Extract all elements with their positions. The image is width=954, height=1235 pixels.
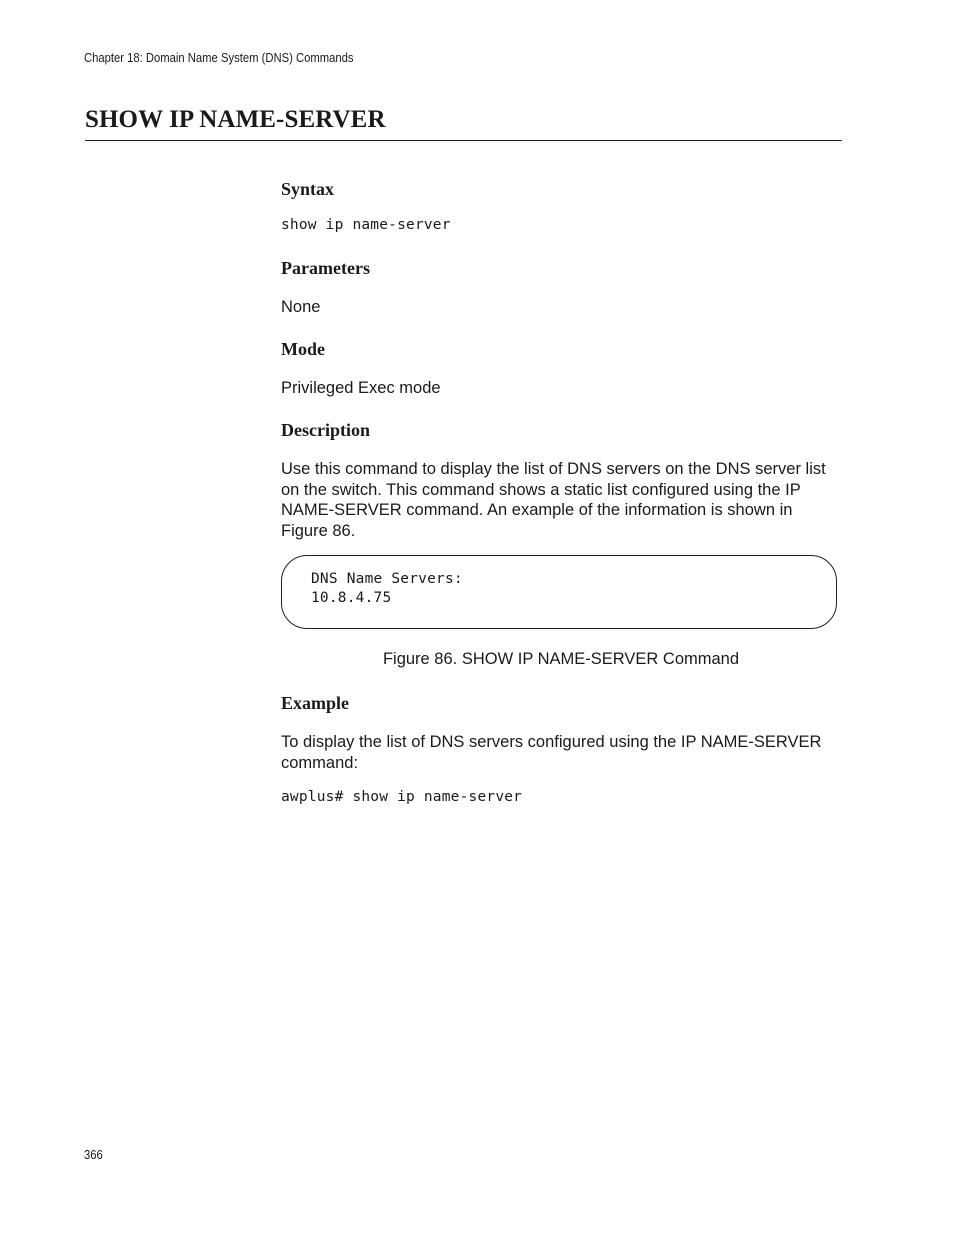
parameters-text: None	[281, 298, 321, 316]
mode-text: Privileged Exec mode	[281, 379, 441, 397]
figure-caption: Figure 86. SHOW IP NAME-SERVER Command	[382, 650, 740, 668]
syntax-heading: Syntax	[281, 179, 335, 199]
description-text: Use this command to display the list of DNS servers on the DNS server list on the switch. This command shows a static list configured using the IP NAME-SERVER command. An example of the information is shown in Figure 86.	[281, 460, 826, 540]
running-header: Chapter 18: Domain Name System (DNS) Commands	[84, 51, 354, 65]
figure-code	[311, 570, 463, 608]
example-text: To display the list of DNS servers configured using the IP NAME-SERVER command:	[281, 733, 822, 772]
mode-heading: Mode	[281, 339, 325, 359]
page-number: 366	[84, 1148, 103, 1162]
title-rule	[85, 140, 842, 141]
page-title: SHOW IP NAME-SERVER	[85, 106, 386, 133]
example-code: awplus# show ip name-server	[281, 789, 523, 805]
description-heading: Description	[281, 420, 370, 440]
example-heading: Example	[281, 693, 350, 713]
parameters-heading: Parameters	[281, 258, 370, 278]
figure-box	[281, 555, 837, 629]
syntax-code: show ip name-server	[281, 217, 451, 233]
figure-line-1: DNS Name Servers:	[311, 571, 463, 587]
figure-line-2: 10.8.4.75	[311, 590, 392, 606]
